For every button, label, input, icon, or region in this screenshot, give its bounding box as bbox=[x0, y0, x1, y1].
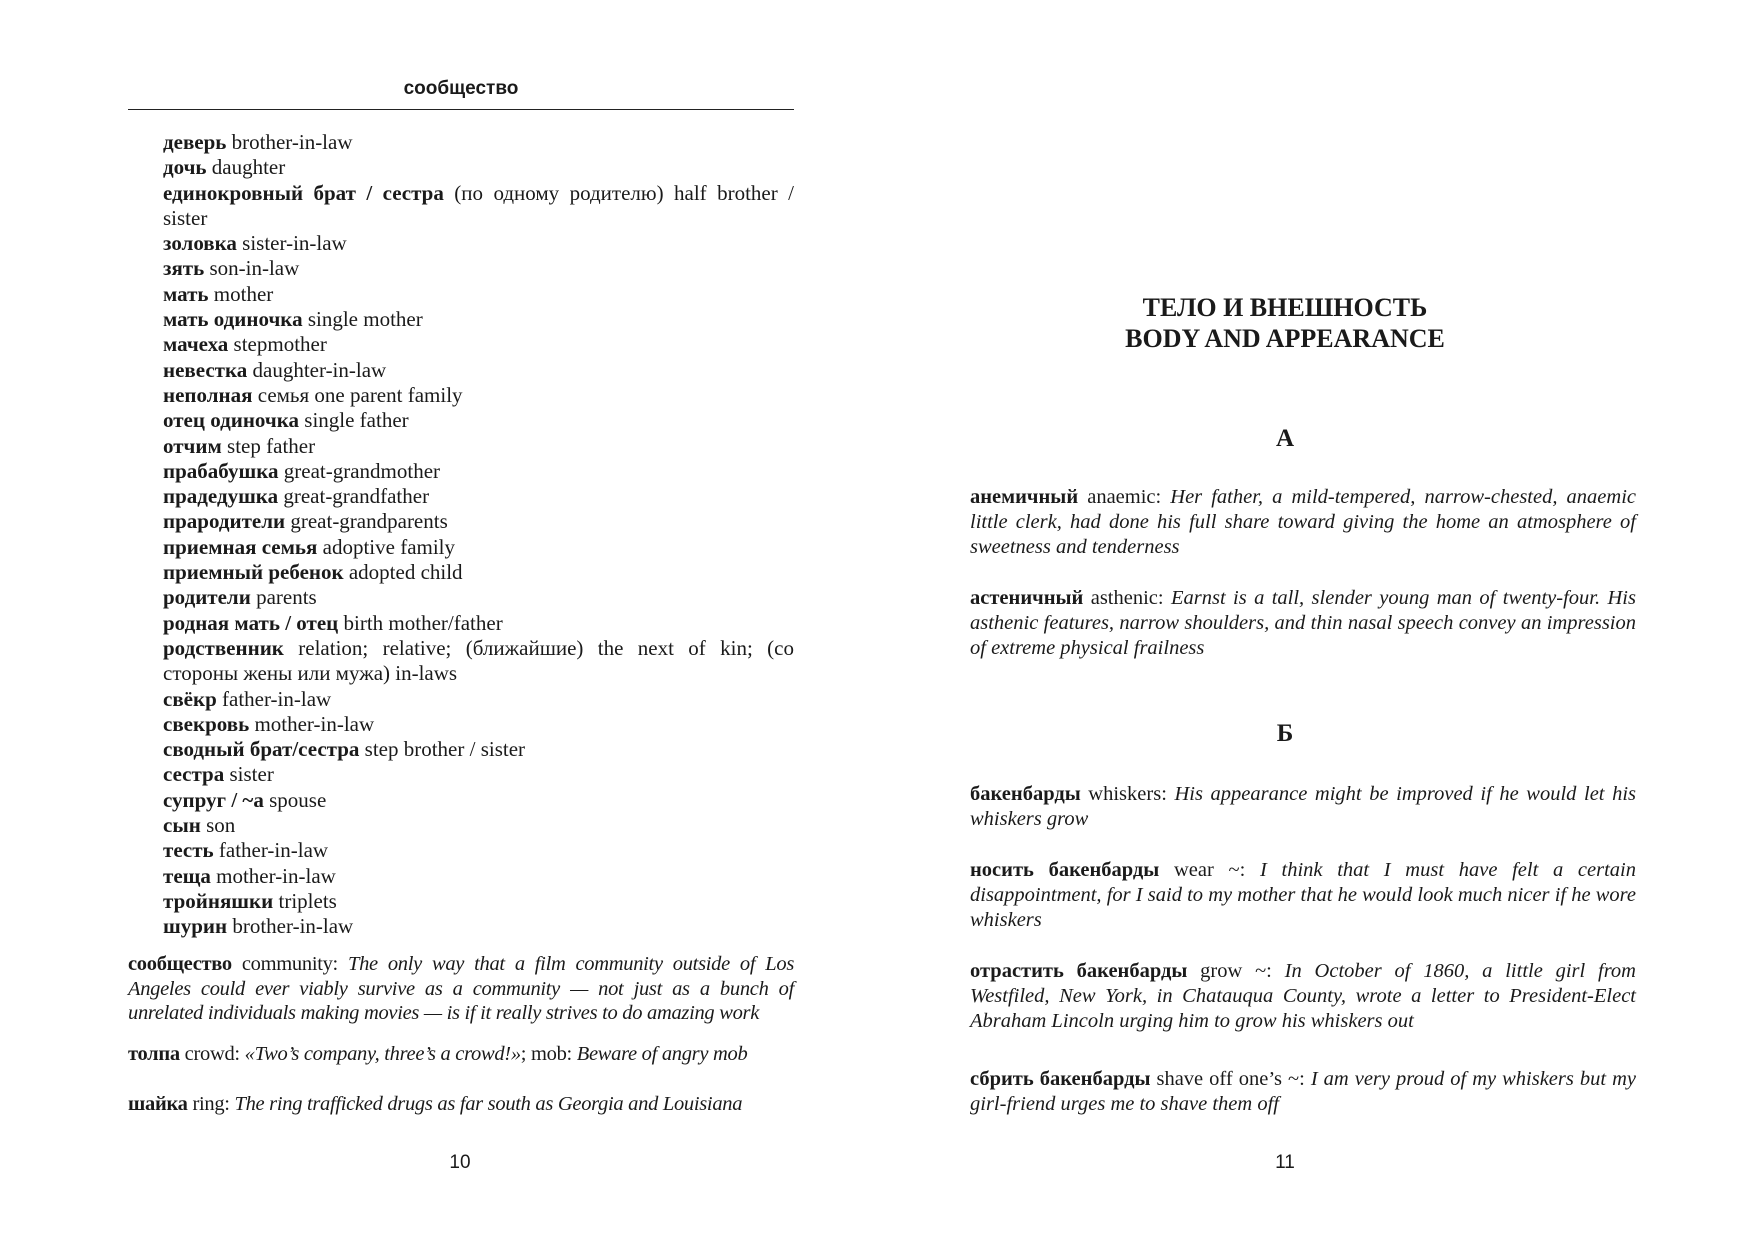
definition-entry bbox=[970, 586, 1636, 661]
translation: triplets bbox=[273, 888, 337, 913]
right-page bbox=[877, 0, 1755, 1240]
section-letter: А bbox=[1275, 425, 1295, 452]
translation: ring: bbox=[187, 1093, 235, 1115]
translation: great-grandparents bbox=[285, 509, 448, 534]
translation: sister-in-law bbox=[236, 231, 347, 256]
term: отчим bbox=[163, 433, 222, 458]
list-item bbox=[163, 838, 794, 863]
term: теща bbox=[163, 863, 211, 888]
term: свекровь bbox=[163, 711, 250, 736]
term: деверь bbox=[163, 130, 227, 154]
example: «Two’s company, three’s a crowd!» bbox=[244, 1042, 521, 1065]
list-item bbox=[163, 636, 794, 687]
list-item bbox=[163, 358, 794, 383]
list-item bbox=[163, 712, 794, 737]
translation: brother-in-law bbox=[226, 130, 353, 154]
translation: adoptive family bbox=[317, 534, 456, 559]
term: приемная семья bbox=[163, 534, 318, 559]
example: I am very proud of my whiskers but my girl-friend urges me to shave them off bbox=[970, 1068, 1636, 1115]
term: золовка bbox=[163, 231, 237, 256]
definition-entry bbox=[128, 952, 794, 1026]
term: родители bbox=[163, 585, 251, 610]
term: свёкр bbox=[163, 686, 217, 711]
term: носить бакенбарды bbox=[970, 859, 1160, 881]
translation: great-grandfather bbox=[278, 484, 430, 509]
translation: great-grandmother bbox=[278, 458, 441, 483]
term: зять bbox=[163, 256, 205, 281]
chapter-title bbox=[952, 292, 1618, 354]
list-item bbox=[163, 282, 794, 307]
term: единокровный брат / сестра bbox=[163, 180, 444, 205]
term: астеничный bbox=[970, 587, 1084, 609]
translation: adopted child bbox=[343, 560, 463, 585]
translation: stepmother bbox=[228, 332, 327, 357]
term: сестра bbox=[163, 762, 225, 787]
definition-entry bbox=[970, 1067, 1636, 1117]
term-list bbox=[163, 130, 794, 940]
term: сбрить бакенбарды bbox=[970, 1068, 1151, 1090]
section-entries bbox=[970, 782, 1636, 1117]
list-item bbox=[163, 788, 794, 813]
header-rule bbox=[128, 109, 794, 110]
list-item bbox=[163, 130, 794, 155]
list-item bbox=[163, 383, 794, 408]
list-item bbox=[163, 611, 794, 636]
translation: anaemic: bbox=[1078, 486, 1171, 508]
example: I think that I must have felt a certain disappointment, for I said to my mother that he would look much nicer if he wore whiskers bbox=[970, 859, 1636, 931]
list-item bbox=[163, 914, 794, 939]
list-item bbox=[163, 889, 794, 914]
list-item bbox=[163, 434, 794, 459]
term: отец одиночка bbox=[163, 408, 300, 433]
translation: son-in-law bbox=[204, 256, 300, 281]
translation: step father bbox=[221, 433, 316, 458]
translation: whiskers: bbox=[1080, 783, 1175, 805]
term: родственник bbox=[163, 635, 284, 660]
term: невестка bbox=[163, 357, 248, 382]
translation: father-in-law bbox=[213, 838, 329, 863]
term: неполная bbox=[163, 382, 253, 407]
translation: crowd: bbox=[179, 1042, 245, 1065]
term: отрастить бакенбарды bbox=[970, 960, 1188, 982]
section-entries bbox=[970, 485, 1636, 661]
translation: sister bbox=[224, 762, 274, 787]
list-item bbox=[163, 560, 794, 585]
example: The ring trafficked drugs as far south as Georgia and Louisiana bbox=[234, 1093, 743, 1115]
translation: relation; relative; (ближайшие) the next of kin; (со стороны жены или мужа) in-laws bbox=[163, 635, 794, 686]
translation: ; mob: bbox=[520, 1042, 577, 1065]
example: In October of 1860, a little girl from Westfiled, New York, in Chatauqua County, wrote a letter to President-Elect Abraham Lincoln urging him to grow his whiskers out bbox=[970, 960, 1636, 1032]
left-page bbox=[0, 0, 877, 1240]
term: шурин bbox=[163, 914, 228, 939]
list-item bbox=[163, 231, 794, 256]
translation: spouse bbox=[263, 787, 327, 812]
list-item bbox=[163, 509, 794, 534]
list-item bbox=[163, 256, 794, 281]
list-item bbox=[163, 762, 794, 787]
term: толпа bbox=[128, 1042, 180, 1065]
list-item bbox=[163, 155, 794, 180]
term: мачеха bbox=[163, 332, 229, 357]
list-item bbox=[163, 459, 794, 484]
list-item bbox=[163, 408, 794, 433]
list-item bbox=[163, 585, 794, 610]
page-number: 11 bbox=[1275, 1152, 1295, 1173]
term: тесть bbox=[163, 838, 214, 863]
term: сын bbox=[163, 813, 201, 838]
term: сообщество bbox=[128, 953, 232, 975]
list-item bbox=[163, 181, 794, 232]
section-letter: Б bbox=[1276, 720, 1294, 747]
translation: семья one parent family bbox=[252, 382, 463, 407]
list-item bbox=[163, 307, 794, 332]
translation: mother-in-law bbox=[249, 711, 375, 736]
translation: grow ~: bbox=[1187, 960, 1285, 982]
example: Earnst is a tall, slender young man of twenty-four. His asthenic features, narrow shoulders, and thin nasal speech convey an impression of extreme physical frailness bbox=[970, 587, 1636, 659]
term: супруг / ~а bbox=[163, 787, 264, 812]
list-item bbox=[163, 332, 794, 357]
translation: son bbox=[200, 813, 236, 838]
translation: parents bbox=[250, 585, 317, 610]
translation: shave off one’s ~: bbox=[1150, 1068, 1311, 1090]
definition-entry bbox=[970, 959, 1636, 1034]
term: мать bbox=[163, 281, 209, 306]
translation: birth mother/father bbox=[338, 610, 503, 635]
translation: brother-in-law bbox=[227, 914, 354, 939]
term: мать одиночка bbox=[163, 307, 303, 332]
definition-entry bbox=[970, 782, 1636, 832]
translation: mother bbox=[208, 281, 274, 306]
example: Beware of angry mob bbox=[576, 1042, 748, 1065]
list-item bbox=[163, 864, 794, 889]
definitions-left bbox=[128, 952, 794, 1117]
list-item bbox=[163, 484, 794, 509]
term: сводный брат/сестра bbox=[163, 737, 360, 762]
translation: asthenic: bbox=[1083, 587, 1171, 609]
definition-entry bbox=[970, 485, 1636, 560]
example: Her father, a mild-tempered, narrow-chested, anaemic little clerk, had done his full share toward giving the home an atmosphere of sweetness and tenderness bbox=[970, 486, 1636, 558]
translation: daughter-in-law bbox=[247, 357, 387, 382]
translation: (по одному родителю) half brother / sister bbox=[163, 180, 794, 230]
list-item bbox=[163, 535, 794, 560]
list-item bbox=[163, 737, 794, 762]
term: дочь bbox=[163, 155, 207, 180]
term: приемный ребенок bbox=[163, 560, 344, 585]
translation: mother-in-law bbox=[210, 863, 336, 888]
page-number: 10 bbox=[449, 1152, 471, 1173]
example: His appearance might be improved if he would let his whiskers grow bbox=[970, 783, 1637, 830]
list-item bbox=[163, 687, 794, 712]
definition-entry bbox=[128, 1042, 794, 1067]
chapter-title-en: BODY AND APPEARANCE bbox=[1125, 324, 1445, 353]
translation: father-in-law bbox=[216, 686, 332, 711]
translation: single father bbox=[299, 408, 409, 433]
term: родная мать / отец bbox=[163, 610, 339, 635]
term: шайка bbox=[128, 1093, 188, 1115]
term: бакенбарды bbox=[970, 783, 1081, 805]
translation: single mother bbox=[302, 307, 423, 332]
definition-entry bbox=[970, 858, 1636, 933]
translation: community: bbox=[231, 953, 348, 975]
term: прабабушка bbox=[163, 458, 279, 483]
running-head: сообщество bbox=[403, 78, 519, 99]
list-item bbox=[163, 813, 794, 838]
term: прародители bbox=[163, 509, 286, 534]
definition-entry bbox=[128, 1092, 794, 1117]
term: анемичный bbox=[970, 486, 1079, 508]
translation: wear ~: bbox=[1159, 859, 1260, 881]
translation: step brother / sister bbox=[359, 737, 526, 762]
example: The only way that a film community outside of Los Angeles could ever viably survive as a community — not just as a bunch of unrelated individuals making movies — is if it really strives to do amazing work bbox=[128, 953, 795, 1024]
chapter-title-ru: ТЕЛО И ВНЕШНОСТЬ bbox=[1142, 293, 1428, 322]
term: прадедушка bbox=[163, 484, 279, 509]
term: тройняшки bbox=[163, 888, 274, 913]
translation: daughter bbox=[206, 155, 286, 180]
